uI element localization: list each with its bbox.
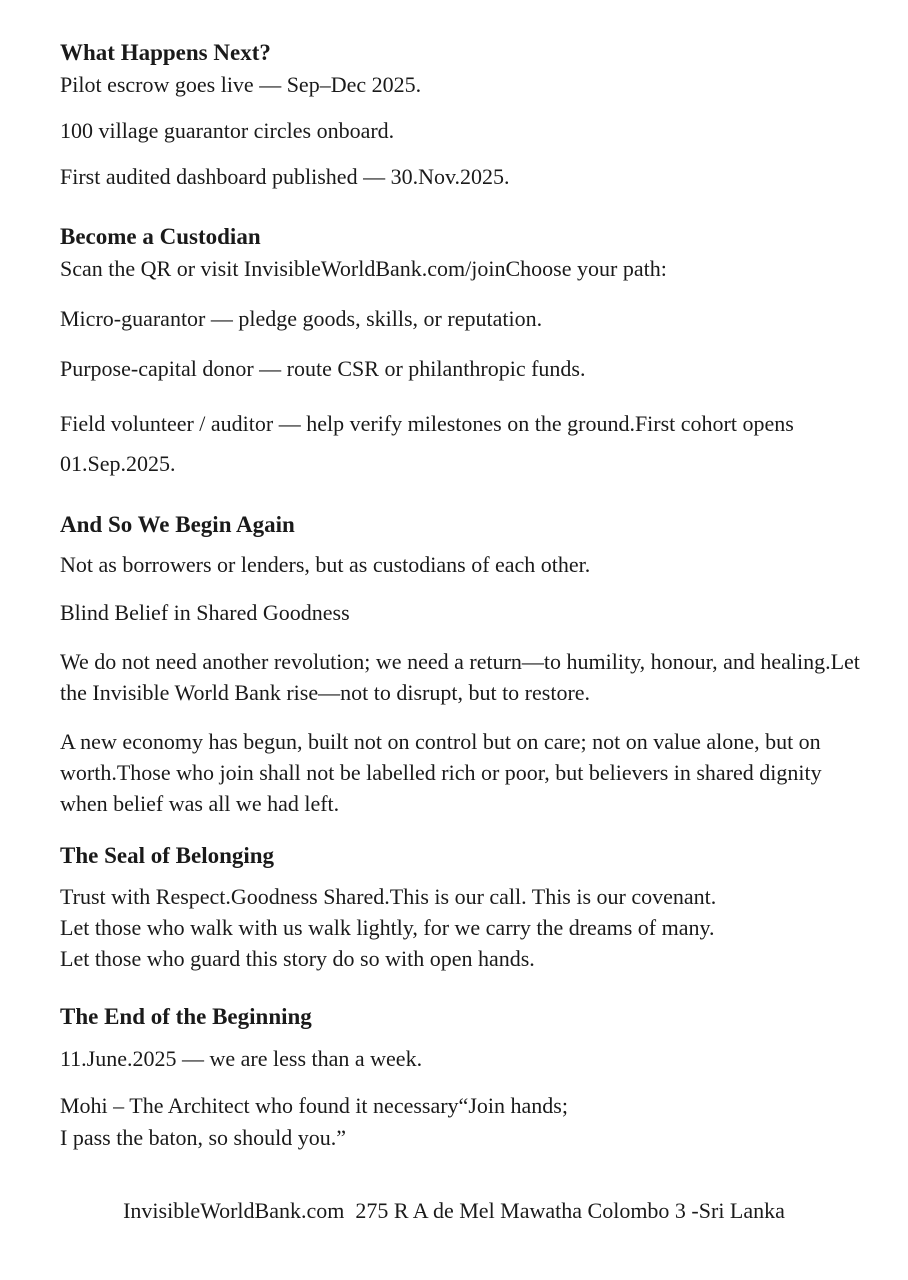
quote-line: Mohi – The Architect who found it necessary“Join hands; bbox=[60, 1093, 568, 1118]
paragraph: Field volunteer / auditor — help verify milestones on the ground.First cohort opens 01.Sep.2025. bbox=[60, 411, 794, 476]
paragraph: First audited dashboard published — 30.Nov.2025. bbox=[60, 164, 510, 189]
section-heading: And So We Begin Again bbox=[60, 512, 295, 537]
paragraph: We do not need another revolution; we need a return—to humility, honour, and healing.Let the Invisible World Bank rise—not to disrupt, but to restore. bbox=[60, 649, 860, 705]
paragraph: 100 village guarantor circles onboard. bbox=[60, 118, 395, 143]
footer-address: InvisibleWorldBank.com 275 R A de Mel Mawatha Colombo 3 -Sri Lanka bbox=[123, 1198, 785, 1223]
section-seal-of-belonging bbox=[60, 841, 860, 974]
text-line: Let those who walk with us walk lightly, for we carry the dreams of many. bbox=[60, 915, 715, 940]
section-and-so-we-begin-again bbox=[60, 510, 860, 819]
section-heading: Become a Custodian bbox=[60, 224, 261, 249]
text-line: Trust with Respect.Goodness Shared.This is our call. This is our covenant. bbox=[60, 884, 717, 909]
closing-quote bbox=[60, 1090, 860, 1154]
section-become-a-custodian bbox=[60, 222, 860, 484]
paragraph: A new economy has begun, built not on control but on care; not on value alone, but on worth.Those who join shall not be labelled rich or poor, but believers in shared dignity when belief was all we had left. bbox=[60, 729, 822, 816]
paragraph: Blind Belief in Shared Goodness bbox=[60, 600, 350, 625]
text-line: Let those who guard this story do so with open hands. bbox=[60, 946, 535, 971]
section-what-happens-next bbox=[60, 38, 860, 192]
document-body bbox=[60, 38, 860, 1154]
paragraph: Pilot escrow goes live — Sep–Dec 2025. bbox=[60, 72, 422, 97]
section-heading: The Seal of Belonging bbox=[60, 843, 275, 868]
paragraph: 11.June.2025 — we are less than a week. bbox=[60, 1046, 423, 1071]
paragraph: Scan the QR or visit InvisibleWorldBank.com/joinChoose your path: bbox=[60, 256, 667, 281]
section-heading: What Happens Next? bbox=[60, 40, 271, 65]
section-heading: The End of the Beginning bbox=[60, 1004, 312, 1029]
section-end-of-the-beginning bbox=[60, 1002, 860, 1154]
paragraph: Micro-guarantor — pledge goods, skills, or reputation. bbox=[60, 306, 543, 331]
quote-line: I pass the baton, so should you.” bbox=[60, 1125, 346, 1150]
paragraph: Not as borrowers or lenders, but as custodians of each other. bbox=[60, 552, 591, 577]
paragraph: Purpose-capital donor — route CSR or philanthropic funds. bbox=[60, 356, 586, 381]
